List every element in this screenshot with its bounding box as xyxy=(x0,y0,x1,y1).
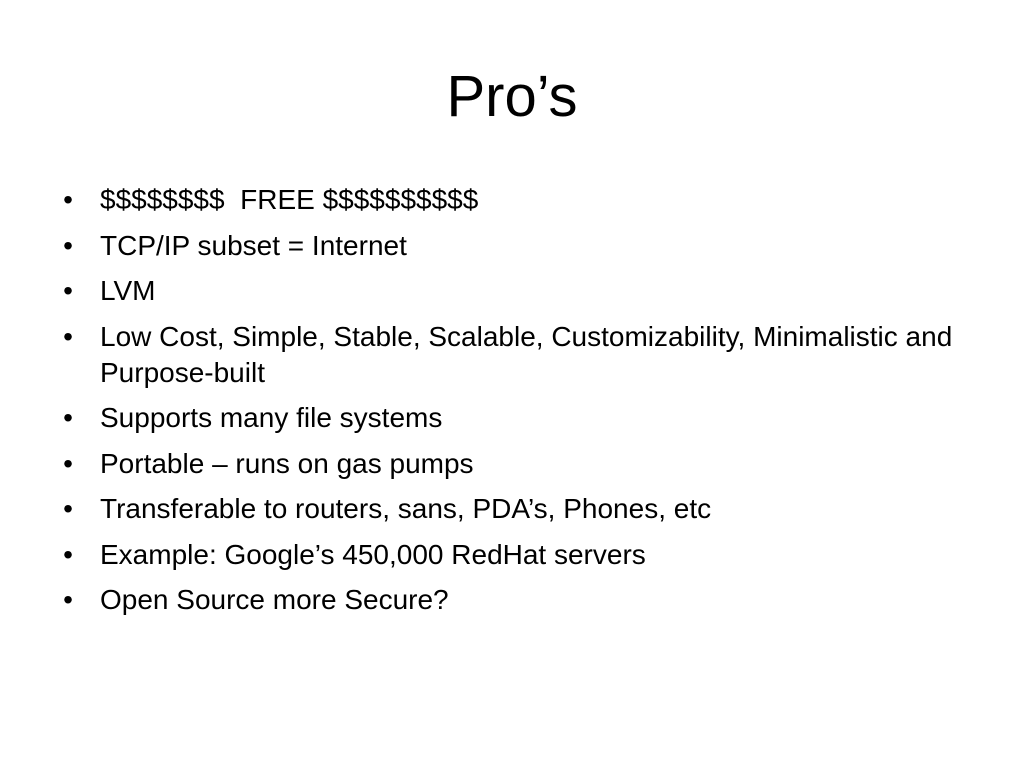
list-item xyxy=(58,273,958,309)
list-item xyxy=(58,446,958,482)
bullet-icon: • xyxy=(63,229,73,261)
bullet-icon: • xyxy=(63,184,73,215)
list-item xyxy=(58,319,961,391)
bullet-icon: • xyxy=(63,584,73,615)
list-item xyxy=(58,228,958,264)
list-item xyxy=(58,582,958,618)
bullet-text: LVM xyxy=(100,275,156,306)
bullet-list xyxy=(58,182,961,628)
bullet-text: Example: Google’s 450,000 RedHat servers xyxy=(100,538,646,570)
bullet-icon: • xyxy=(63,447,73,479)
bullet-text: TCP/IP subset = Internet xyxy=(100,229,407,261)
bullet-text: Low Cost, Simple, Stable, Scalable, Customizability, Minimalistic and Purpose-built xyxy=(100,320,961,388)
list-item xyxy=(58,182,958,218)
list-item xyxy=(58,537,958,573)
bullet-text: Transferable to routers, sans, PDA’s, Phones, etc xyxy=(100,493,712,524)
bullet-text: Portable – runs on gas pumps xyxy=(100,447,474,479)
bullet-icon: • xyxy=(63,493,73,524)
bullet-text: Supports many file systems xyxy=(100,402,443,433)
slide-title: Pro’s xyxy=(446,64,578,129)
list-item xyxy=(58,400,958,436)
bullet-icon: • xyxy=(63,320,73,352)
bullet-icon: • xyxy=(63,275,73,306)
list-item xyxy=(58,491,958,527)
bullet-text: $$$$$$$$ FREE $$$$$$$$$$ xyxy=(100,184,479,215)
bullet-text: Open Source more Secure? xyxy=(100,584,449,615)
bullet-icon: • xyxy=(63,538,73,570)
bullet-icon: • xyxy=(63,402,73,433)
